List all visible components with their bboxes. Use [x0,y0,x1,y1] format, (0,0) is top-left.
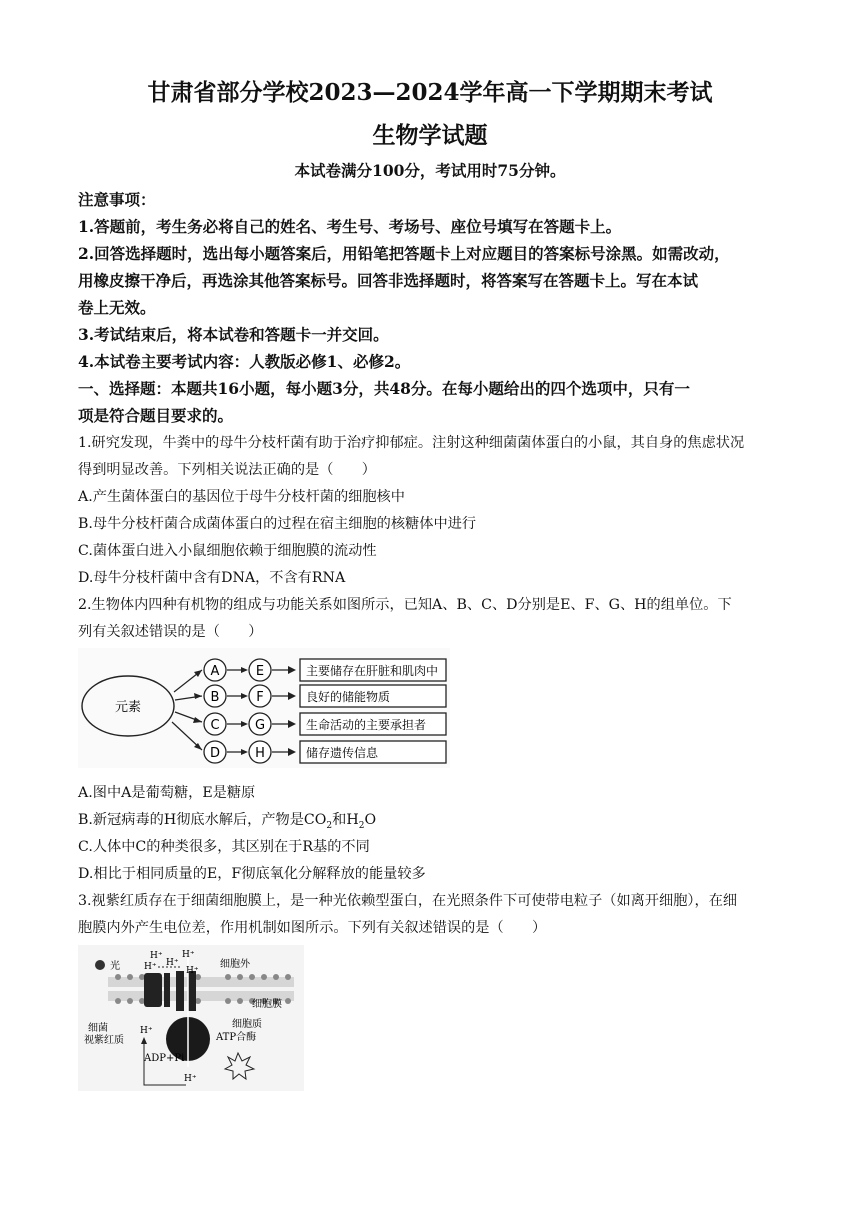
q3-stem-line-2: 胞膜内外产生电位差，作用机制如图所示。下列有关叙述错误的是（ ） [78,920,547,936]
svg-text:细菌: 细菌 [88,1023,108,1034]
note-4: 4.本试卷主要考试内容：人教版必修1、必修2。 [78,352,411,371]
svg-text:主要储存在肝脏和肌肉中: 主要储存在肝脏和肌肉中 [306,664,439,678]
q2-option-a: A.图中A是葡萄糖，E是糖原 [78,785,256,801]
svg-text:H⁺: H⁺ [166,958,179,968]
q2-option-b: B.新冠病毒的H彻底水解后，产物是$CO_2$和$H_2O$ [78,812,377,831]
svg-text:ATP合酶: ATP合酶 [216,1032,257,1043]
svg-text:F: F [256,690,264,705]
q1-option-c: C.菌体蛋白进入小鼠细胞依赖于细胞膜的流动性 [78,543,377,559]
svg-text:H⁺: H⁺ [140,1026,153,1036]
q3-figure [78,945,304,1091]
q3-stem-line-1: 3.视紫红质存在于细菌细胞膜上，是一种光依赖型蛋白，在光照条件下可使带电粒子（如离开细胞），在细 [78,893,738,909]
svg-text:B: B [210,690,220,705]
q2-figure [78,648,450,768]
svg-text:H⁺: H⁺ [150,951,163,961]
exam-title: 甘肃省部分学校2023—2024学年高一下学期期末考试 [147,79,713,106]
exam-subject: 生物学试题 [372,122,488,149]
svg-text:视紫红质: 视紫红质 [84,1035,124,1046]
svg-text:ADP+Pi: ADP+Pi [144,1053,185,1064]
svg-text:G: G [254,718,266,733]
svg-text:细胞外: 细胞外 [220,959,250,970]
element-label: 元素 [114,700,142,715]
q1-option-b: B.母牛分枝杆菌合成菌体蛋白的过程在宿主细胞的核糖体中进行 [78,516,477,532]
section-1-line-1: 一、选择题：本题共16小题，每小题3分，共48分。在每小题给出的四个选项中，只有一 [78,379,690,398]
notes-heading: 注意事项： [78,190,156,209]
svg-text:H⁺: H⁺ [184,1074,197,1084]
svg-text:良好的储能物质: 良好的储能物质 [306,690,391,704]
svg-text:H⁺: H⁺ [186,966,199,976]
exam-info: 本试卷满分100分，考试用时75分钟。 [294,161,566,180]
svg-text:A: A [210,664,220,679]
svg-text:生命活动的主要承担者: 生命活动的主要承担者 [306,718,427,732]
rhodopsin-protein [144,973,162,1007]
note-2-line-3: 卷上无效。 [78,298,156,317]
svg-text:C: C [210,718,220,733]
svg-text:光: 光 [110,961,120,972]
svg-text:细胞膜: 细胞膜 [252,999,282,1010]
svg-text:H⁺: H⁺ [182,950,195,960]
note-2-line-2: 用橡皮擦干净后，再选涂其他答案标号。回答非选择题时，将答案写在答题卡上。写在本试 [78,271,699,290]
q1-stem-line-2: 得到明显改善。下列相关说法正确的是（ ） [78,462,376,478]
q1-option-d: D.母牛分枝杆菌中含有DNA，不含有RNA [78,570,346,586]
svg-text:细胞质: 细胞质 [232,1019,262,1030]
q2-stem-line-1: 2.生物体内四种有机物的组成与功能关系如图所示，已知A、B、C、D分别是E、F、G、H的组单位。下 [78,597,732,613]
note-2-line-1: 2.回答选择题时，选出每小题答案后，用铅笔把答题卡上对应题目的答案标号涂黑。如需改动， [78,244,730,263]
q2-option-c: C.人体中C的种类很多，其区别在于R基的不同 [78,839,370,855]
atp-synthase-channel [176,971,184,1011]
light-dot [95,960,105,970]
section-1-line-2: 项是符合题目要求的。 [78,406,234,425]
note-1: 1.答题前，考生务必将自己的姓名、考生号、考场号、座位号填写在答题卡上。 [78,217,622,236]
q1-option-a: A.产生菌体蛋白的基因位于母牛分枝杆菌的细胞核中 [78,489,405,505]
q2-option-d: D.相比于相同质量的E，F彻底氧化分解释放的能量较多 [78,866,426,882]
svg-text:H⁺: H⁺ [144,962,157,972]
note-3: 3.考试结束后，将本试卷和答题卡一并交回。 [78,325,389,344]
svg-text:E: E [255,664,265,679]
svg-text:D: D [209,746,221,761]
svg-text:储存遗传信息: 储存遗传信息 [306,746,379,760]
q2-stem-line-2: 列有关叙述错误的是（ ） [78,624,263,640]
svg-text:H: H [255,746,265,761]
q1-stem-line-1: 1.研究发现，牛粪中的母牛分枝杆菌有助于治疗抑郁症。注射这种细菌菌体蛋白的小鼠，其自身的焦虑状况 [78,435,745,451]
